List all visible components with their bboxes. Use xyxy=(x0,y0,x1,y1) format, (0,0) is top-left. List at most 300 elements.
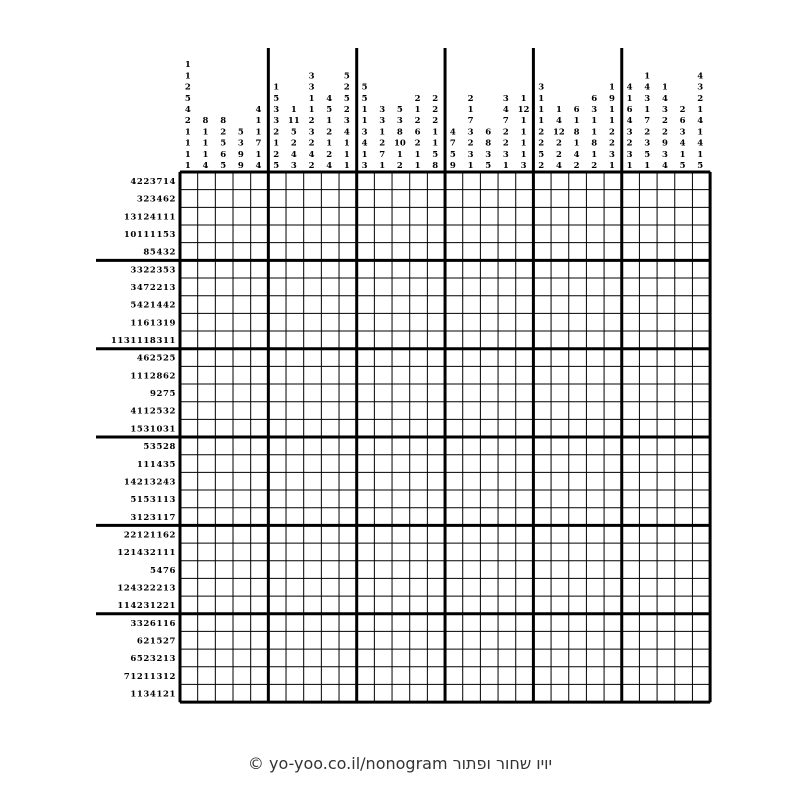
grid-cell[interactable] xyxy=(498,366,516,384)
grid-cell[interactable] xyxy=(339,366,357,384)
grid-cell[interactable] xyxy=(339,296,357,314)
grid-cell[interactable] xyxy=(427,207,445,225)
grid-cell[interactable] xyxy=(498,490,516,508)
grid-cell[interactable] xyxy=(427,455,445,473)
grid-cell[interactable] xyxy=(463,596,481,614)
grid-cell[interactable] xyxy=(180,260,198,278)
grid-cell[interactable] xyxy=(463,190,481,208)
grid-cell[interactable] xyxy=(339,525,357,543)
grid-cell[interactable] xyxy=(215,561,233,579)
grid-cell[interactable] xyxy=(516,631,534,649)
grid-cell[interactable] xyxy=(551,243,569,261)
grid-cell[interactable] xyxy=(321,384,339,402)
grid-cell[interactable] xyxy=(251,667,269,685)
grid-cell[interactable] xyxy=(639,561,657,579)
grid-cell[interactable] xyxy=(427,402,445,420)
grid-cell[interactable] xyxy=(321,243,339,261)
grid-cell[interactable] xyxy=(516,472,534,490)
grid-cell[interactable] xyxy=(463,260,481,278)
grid-cell[interactable] xyxy=(657,349,675,367)
grid-cell[interactable] xyxy=(321,419,339,437)
grid-cell[interactable] xyxy=(516,190,534,208)
grid-cell[interactable] xyxy=(622,313,640,331)
grid-cell[interactable] xyxy=(339,349,357,367)
grid-cell[interactable] xyxy=(427,437,445,455)
grid-cell[interactable] xyxy=(675,490,693,508)
grid-cell[interactable] xyxy=(233,455,251,473)
grid-cell[interactable] xyxy=(533,596,551,614)
grid-cell[interactable] xyxy=(480,419,498,437)
grid-cell[interactable] xyxy=(463,419,481,437)
grid-cell[interactable] xyxy=(675,525,693,543)
grid-cell[interactable] xyxy=(198,455,216,473)
grid-cell[interactable] xyxy=(374,296,392,314)
grid-cell[interactable] xyxy=(445,472,463,490)
grid-cell[interactable] xyxy=(622,472,640,490)
grid-cell[interactable] xyxy=(551,225,569,243)
grid-cell[interactable] xyxy=(639,419,657,437)
grid-cell[interactable] xyxy=(392,207,410,225)
grid-cell[interactable] xyxy=(304,419,322,437)
grid-cell[interactable] xyxy=(410,296,428,314)
grid-cell[interactable] xyxy=(339,561,357,579)
grid-cell[interactable] xyxy=(657,684,675,702)
grid-cell[interactable] xyxy=(569,631,587,649)
grid-cell[interactable] xyxy=(427,190,445,208)
grid-cell[interactable] xyxy=(233,490,251,508)
grid-cell[interactable] xyxy=(268,207,286,225)
grid-cell[interactable] xyxy=(286,508,304,526)
grid-cell[interactable] xyxy=(321,278,339,296)
grid-cell[interactable] xyxy=(374,437,392,455)
grid-cell[interactable] xyxy=(445,190,463,208)
grid-cell[interactable] xyxy=(357,578,375,596)
grid-cell[interactable] xyxy=(604,667,622,685)
grid-cell[interactable] xyxy=(675,508,693,526)
grid-cell[interactable] xyxy=(639,402,657,420)
grid-cell[interactable] xyxy=(692,631,710,649)
grid-cell[interactable] xyxy=(357,667,375,685)
grid-cell[interactable] xyxy=(410,437,428,455)
grid-cell[interactable] xyxy=(251,402,269,420)
grid-cell[interactable] xyxy=(622,437,640,455)
grid-cell[interactable] xyxy=(692,667,710,685)
grid-cell[interactable] xyxy=(480,649,498,667)
grid-cell[interactable] xyxy=(692,190,710,208)
grid-cell[interactable] xyxy=(357,472,375,490)
grid-cell[interactable] xyxy=(251,525,269,543)
grid-cell[interactable] xyxy=(551,525,569,543)
grid-cell[interactable] xyxy=(392,490,410,508)
grid-cell[interactable] xyxy=(198,614,216,632)
grid-cell[interactable] xyxy=(251,243,269,261)
grid-cell[interactable] xyxy=(198,243,216,261)
grid-cell[interactable] xyxy=(304,631,322,649)
grid-cell[interactable] xyxy=(268,455,286,473)
grid-cell[interactable] xyxy=(657,402,675,420)
grid-cell[interactable] xyxy=(286,490,304,508)
grid-cell[interactable] xyxy=(586,596,604,614)
grid-cell[interactable] xyxy=(533,561,551,579)
grid-cell[interactable] xyxy=(392,331,410,349)
grid-cell[interactable] xyxy=(198,490,216,508)
grid-cell[interactable] xyxy=(427,260,445,278)
grid-cell[interactable] xyxy=(215,207,233,225)
grid-cell[interactable] xyxy=(445,331,463,349)
grid-cell[interactable] xyxy=(445,172,463,190)
grid-cell[interactable] xyxy=(463,490,481,508)
grid-cell[interactable] xyxy=(392,561,410,579)
grid-cell[interactable] xyxy=(445,631,463,649)
grid-cell[interactable] xyxy=(392,437,410,455)
grid-cell[interactable] xyxy=(586,437,604,455)
grid-cell[interactable] xyxy=(463,667,481,685)
grid-cell[interactable] xyxy=(215,472,233,490)
grid-cell[interactable] xyxy=(657,172,675,190)
grid-cell[interactable] xyxy=(463,243,481,261)
grid-cell[interactable] xyxy=(480,313,498,331)
grid-cell[interactable] xyxy=(215,190,233,208)
grid-cell[interactable] xyxy=(692,296,710,314)
grid-cell[interactable] xyxy=(516,561,534,579)
grid-cell[interactable] xyxy=(498,578,516,596)
grid-cell[interactable] xyxy=(357,455,375,473)
grid-cell[interactable] xyxy=(480,667,498,685)
grid-cell[interactable] xyxy=(233,225,251,243)
grid-cell[interactable] xyxy=(569,296,587,314)
grid-cell[interactable] xyxy=(533,384,551,402)
grid-cell[interactable] xyxy=(463,296,481,314)
grid-cell[interactable] xyxy=(622,190,640,208)
grid-cell[interactable] xyxy=(498,402,516,420)
grid-cell[interactable] xyxy=(480,631,498,649)
grid-cell[interactable] xyxy=(569,490,587,508)
grid-cell[interactable] xyxy=(357,313,375,331)
grid-cell[interactable] xyxy=(198,384,216,402)
grid-cell[interactable] xyxy=(533,313,551,331)
grid-cell[interactable] xyxy=(410,225,428,243)
grid-cell[interactable] xyxy=(445,225,463,243)
grid-cell[interactable] xyxy=(392,508,410,526)
grid-cell[interactable] xyxy=(480,684,498,702)
grid-cell[interactable] xyxy=(304,207,322,225)
grid-cell[interactable] xyxy=(569,260,587,278)
grid-cell[interactable] xyxy=(569,472,587,490)
grid-cell[interactable] xyxy=(463,543,481,561)
grid-cell[interactable] xyxy=(427,596,445,614)
grid-cell[interactable] xyxy=(604,649,622,667)
grid-cell[interactable] xyxy=(339,225,357,243)
grid-cell[interactable] xyxy=(604,419,622,437)
grid-cell[interactable] xyxy=(569,349,587,367)
grid-cell[interactable] xyxy=(569,190,587,208)
grid-cell[interactable] xyxy=(586,402,604,420)
grid-cell[interactable] xyxy=(516,172,534,190)
grid-cell[interactable] xyxy=(569,278,587,296)
grid-cell[interactable] xyxy=(198,649,216,667)
grid-cell[interactable] xyxy=(675,331,693,349)
grid-cell[interactable] xyxy=(463,384,481,402)
grid-cell[interactable] xyxy=(180,437,198,455)
grid-cell[interactable] xyxy=(569,508,587,526)
grid-cell[interactable] xyxy=(357,260,375,278)
grid-cell[interactable] xyxy=(180,225,198,243)
grid-cell[interactable] xyxy=(516,649,534,667)
grid-cell[interactable] xyxy=(374,225,392,243)
grid-cell[interactable] xyxy=(657,419,675,437)
grid-cell[interactable] xyxy=(675,243,693,261)
grid-cell[interactable] xyxy=(410,667,428,685)
grid-cell[interactable] xyxy=(569,172,587,190)
grid-cell[interactable] xyxy=(251,561,269,579)
grid-cell[interactable] xyxy=(480,561,498,579)
grid-cell[interactable] xyxy=(357,419,375,437)
grid-cell[interactable] xyxy=(533,225,551,243)
grid-cell[interactable] xyxy=(692,614,710,632)
grid-cell[interactable] xyxy=(586,472,604,490)
grid-cell[interactable] xyxy=(410,260,428,278)
grid-cell[interactable] xyxy=(533,614,551,632)
grid-cell[interactable] xyxy=(374,260,392,278)
grid-cell[interactable] xyxy=(639,366,657,384)
grid-cell[interactable] xyxy=(657,243,675,261)
grid-cell[interactable] xyxy=(392,366,410,384)
grid-cell[interactable] xyxy=(321,631,339,649)
grid-cell[interactable] xyxy=(516,402,534,420)
grid-cell[interactable] xyxy=(463,349,481,367)
grid-cell[interactable] xyxy=(374,384,392,402)
grid-cell[interactable] xyxy=(357,207,375,225)
grid-cell[interactable] xyxy=(639,225,657,243)
grid-cell[interactable] xyxy=(339,649,357,667)
grid-cell[interactable] xyxy=(233,684,251,702)
grid-cell[interactable] xyxy=(463,207,481,225)
grid-cell[interactable] xyxy=(304,455,322,473)
grid-cell[interactable] xyxy=(304,525,322,543)
grid-cell[interactable] xyxy=(268,561,286,579)
grid-cell[interactable] xyxy=(339,260,357,278)
grid-cell[interactable] xyxy=(533,525,551,543)
grid-cell[interactable] xyxy=(622,225,640,243)
grid-cell[interactable] xyxy=(198,313,216,331)
grid-cell[interactable] xyxy=(198,631,216,649)
grid-cell[interactable] xyxy=(410,313,428,331)
grid-cell[interactable] xyxy=(198,349,216,367)
grid-cell[interactable] xyxy=(622,455,640,473)
grid-cell[interactable] xyxy=(321,172,339,190)
grid-cell[interactable] xyxy=(675,190,693,208)
grid-cell[interactable] xyxy=(286,578,304,596)
grid-cell[interactable] xyxy=(639,508,657,526)
grid-cell[interactable] xyxy=(533,543,551,561)
grid-cell[interactable] xyxy=(286,331,304,349)
grid-cell[interactable] xyxy=(657,667,675,685)
grid-cell[interactable] xyxy=(498,172,516,190)
grid-cell[interactable] xyxy=(374,278,392,296)
grid-cell[interactable] xyxy=(304,190,322,208)
grid-cell[interactable] xyxy=(268,472,286,490)
grid-cell[interactable] xyxy=(551,402,569,420)
grid-cell[interactable] xyxy=(639,543,657,561)
grid-cell[interactable] xyxy=(180,508,198,526)
grid-cell[interactable] xyxy=(233,525,251,543)
grid-cell[interactable] xyxy=(692,472,710,490)
grid-cell[interactable] xyxy=(498,596,516,614)
grid-cell[interactable] xyxy=(533,649,551,667)
grid-cell[interactable] xyxy=(410,207,428,225)
grid-cell[interactable] xyxy=(586,490,604,508)
grid-cell[interactable] xyxy=(427,243,445,261)
grid-cell[interactable] xyxy=(622,508,640,526)
grid-cell[interactable] xyxy=(533,684,551,702)
grid-cell[interactable] xyxy=(198,190,216,208)
grid-cell[interactable] xyxy=(533,207,551,225)
grid-cell[interactable] xyxy=(480,525,498,543)
grid-cell[interactable] xyxy=(339,472,357,490)
grid-cell[interactable] xyxy=(286,278,304,296)
grid-cell[interactable] xyxy=(198,225,216,243)
grid-cell[interactable] xyxy=(357,437,375,455)
grid-cell[interactable] xyxy=(233,207,251,225)
grid-cell[interactable] xyxy=(622,243,640,261)
grid-cell[interactable] xyxy=(533,296,551,314)
grid-cell[interactable] xyxy=(551,543,569,561)
grid-cell[interactable] xyxy=(445,384,463,402)
grid-cell[interactable] xyxy=(498,296,516,314)
grid-cell[interactable] xyxy=(551,366,569,384)
grid-cell[interactable] xyxy=(268,402,286,420)
grid-cell[interactable] xyxy=(233,313,251,331)
grid-cell[interactable] xyxy=(374,172,392,190)
grid-cell[interactable] xyxy=(551,384,569,402)
grid-cell[interactable] xyxy=(374,207,392,225)
grid-cell[interactable] xyxy=(604,243,622,261)
grid-cell[interactable] xyxy=(445,437,463,455)
grid-cell[interactable] xyxy=(198,543,216,561)
grid-cell[interactable] xyxy=(445,296,463,314)
grid-cell[interactable] xyxy=(215,631,233,649)
grid-cell[interactable] xyxy=(321,190,339,208)
grid-cell[interactable] xyxy=(657,437,675,455)
grid-cell[interactable] xyxy=(480,190,498,208)
grid-cell[interactable] xyxy=(268,596,286,614)
grid-cell[interactable] xyxy=(586,508,604,526)
grid-cell[interactable] xyxy=(198,296,216,314)
grid-cell[interactable] xyxy=(215,490,233,508)
grid-cell[interactable] xyxy=(410,384,428,402)
grid-cell[interactable] xyxy=(586,225,604,243)
grid-cell[interactable] xyxy=(251,543,269,561)
grid-cell[interactable] xyxy=(498,614,516,632)
grid-cell[interactable] xyxy=(445,419,463,437)
grid-cell[interactable] xyxy=(286,455,304,473)
grid-cell[interactable] xyxy=(675,384,693,402)
grid-cell[interactable] xyxy=(639,578,657,596)
grid-cell[interactable] xyxy=(692,349,710,367)
grid-cell[interactable] xyxy=(339,190,357,208)
grid-cell[interactable] xyxy=(657,543,675,561)
grid-cell[interactable] xyxy=(622,366,640,384)
grid-cell[interactable] xyxy=(692,207,710,225)
grid-cell[interactable] xyxy=(251,366,269,384)
grid-cell[interactable] xyxy=(692,278,710,296)
grid-cell[interactable] xyxy=(569,384,587,402)
grid-cell[interactable] xyxy=(622,596,640,614)
grid-cell[interactable] xyxy=(533,508,551,526)
grid-cell[interactable] xyxy=(480,349,498,367)
grid-cell[interactable] xyxy=(215,437,233,455)
grid-cell[interactable] xyxy=(498,508,516,526)
grid-cell[interactable] xyxy=(586,366,604,384)
grid-cell[interactable] xyxy=(586,190,604,208)
grid-cell[interactable] xyxy=(392,243,410,261)
grid-cell[interactable] xyxy=(427,490,445,508)
grid-cell[interactable] xyxy=(604,349,622,367)
grid-cell[interactable] xyxy=(516,596,534,614)
grid-cell[interactable] xyxy=(304,225,322,243)
grid-cell[interactable] xyxy=(392,225,410,243)
grid-cell[interactable] xyxy=(533,243,551,261)
grid-cell[interactable] xyxy=(374,667,392,685)
grid-cell[interactable] xyxy=(480,243,498,261)
grid-cell[interactable] xyxy=(569,207,587,225)
grid-cell[interactable] xyxy=(198,508,216,526)
grid-cell[interactable] xyxy=(427,667,445,685)
grid-cell[interactable] xyxy=(639,278,657,296)
grid-cell[interactable] xyxy=(692,543,710,561)
grid-cell[interactable] xyxy=(339,543,357,561)
grid-cell[interactable] xyxy=(374,331,392,349)
grid-cell[interactable] xyxy=(339,172,357,190)
grid-cell[interactable] xyxy=(304,561,322,579)
grid-cell[interactable] xyxy=(233,331,251,349)
grid-cell[interactable] xyxy=(622,649,640,667)
grid-cell[interactable] xyxy=(427,649,445,667)
grid-cell[interactable] xyxy=(533,455,551,473)
grid-cell[interactable] xyxy=(180,331,198,349)
grid-cell[interactable] xyxy=(233,578,251,596)
grid-cell[interactable] xyxy=(480,207,498,225)
grid-cell[interactable] xyxy=(604,172,622,190)
grid-cell[interactable] xyxy=(251,490,269,508)
grid-cell[interactable] xyxy=(657,260,675,278)
grid-cell[interactable] xyxy=(180,384,198,402)
grid-cell[interactable] xyxy=(304,349,322,367)
grid-cell[interactable] xyxy=(251,349,269,367)
grid-cell[interactable] xyxy=(286,349,304,367)
grid-cell[interactable] xyxy=(463,508,481,526)
grid-cell[interactable] xyxy=(427,278,445,296)
grid-cell[interactable] xyxy=(586,331,604,349)
grid-cell[interactable] xyxy=(233,419,251,437)
grid-cell[interactable] xyxy=(251,437,269,455)
grid-cell[interactable] xyxy=(427,508,445,526)
grid-cell[interactable] xyxy=(692,402,710,420)
grid-cell[interactable] xyxy=(569,313,587,331)
grid-cell[interactable] xyxy=(233,561,251,579)
grid-cell[interactable] xyxy=(498,561,516,579)
grid-cell[interactable] xyxy=(180,667,198,685)
grid-cell[interactable] xyxy=(533,490,551,508)
grid-cell[interactable] xyxy=(445,349,463,367)
grid-cell[interactable] xyxy=(604,614,622,632)
grid-cell[interactable] xyxy=(586,525,604,543)
grid-cell[interactable] xyxy=(304,172,322,190)
grid-cell[interactable] xyxy=(657,207,675,225)
grid-cell[interactable] xyxy=(533,366,551,384)
grid-cell[interactable] xyxy=(551,437,569,455)
grid-cell[interactable] xyxy=(551,172,569,190)
